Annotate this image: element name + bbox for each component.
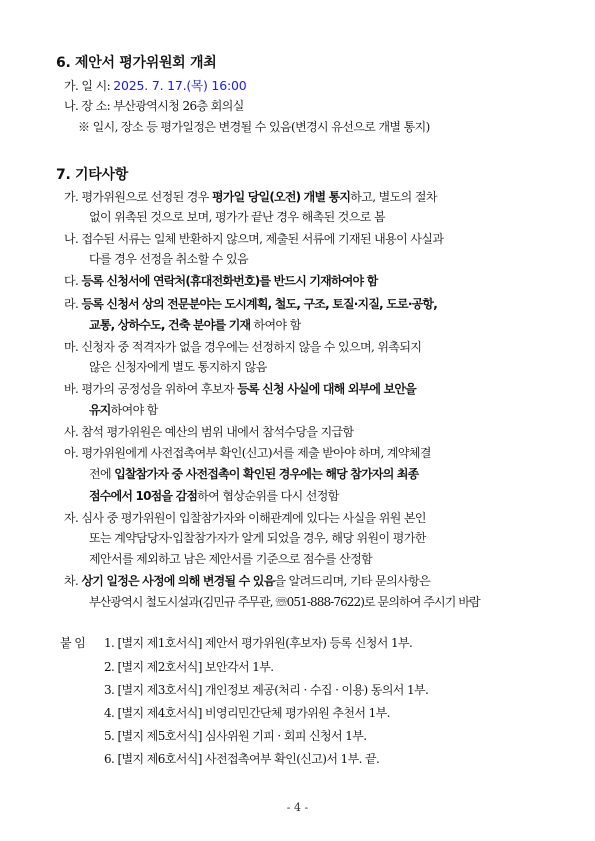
item-ga-line-2: 없이 위촉된 것으로 보며, 평가가 끝난 경우 해촉된 것으로 봄: [89, 210, 385, 224]
attachment-item: 6. [별지 제6호서식] 사전접촉여부 확인(신고)서 1부. 끝.: [104, 752, 380, 766]
meeting-date-row: [64, 78, 246, 94]
item-a-text-end: 하여 협상순위를 다시 선정함: [197, 489, 339, 503]
item-ma-marker: 마.: [64, 340, 79, 354]
item-ja-line-2: 또는 계약담당자·입찰참가자가 알게 되었을 경우, 해당 위원이 평가한: [89, 531, 426, 545]
item-a-line-3: [89, 488, 339, 504]
item-cha-text: 을 알려드리며, 기타 문의사항은: [274, 574, 431, 588]
item-ga-text-end: 하고, 별도의 절차: [350, 190, 437, 204]
attachment-item: 5. [별지 제5호서식] 심사위원 기피 · 회피 신청서 1부.: [104, 729, 367, 743]
item-ma-line-1: [64, 339, 421, 355]
item-sa-marker: 사.: [64, 425, 79, 439]
item-ga-text: 평가위원으로 선정된 경우: [81, 190, 212, 204]
attachment-item: 3. [별지 제3호서식] 개인정보 제공(처리 · 수집 · 이용) 동의서 1부.: [104, 683, 429, 697]
item-da-emphasis: 등록 신청서에 연락처(휴대전화번호)를 반드시 기재하여야 함: [81, 274, 378, 288]
item-na-line-1: [64, 231, 443, 247]
item-ga-marker: 가.: [64, 190, 79, 204]
item-ba-emphasis-2: 유지: [89, 403, 111, 417]
section-7-heading: 7. 기타사항: [56, 167, 128, 183]
item-sa-line-1: [64, 424, 354, 440]
item-ja-line-3: 제안서를 제외하고 남은 제안서를 기준으로 점수를 산정함: [89, 552, 373, 566]
attachments-label: 붙 임: [60, 636, 86, 650]
item-ra-line-1: [64, 296, 437, 312]
item-ga-emphasis: 평가일 당일(오전) 개별 통지: [212, 190, 351, 204]
item-cha-line-1: [64, 573, 430, 589]
item-cha-emphasis: 상기 일정은 사정에 의해 변경될 수 있음: [81, 574, 275, 588]
date-label: 가. 일 시:: [64, 79, 111, 93]
attachment-item: 1. [별지 제1호서식] 제안서 평가위원(후보자) 등록 신청서 1부.: [104, 636, 413, 650]
item-a-text-2: 전에: [89, 467, 115, 481]
schedule-note: ※ 일시, 장소 등 평가일정은 변경될 수 있음(변경시 유선으로 개별 통지): [78, 120, 430, 134]
item-da-marker: 다.: [64, 274, 79, 288]
item-cha-marker: 차.: [64, 574, 79, 588]
item-ra-emphasis-2: 교통, 상하수도, 건축 분야를 기재: [89, 318, 251, 332]
item-ba-emphasis: 등록 신청 사실에 대해 외부에 보안을: [237, 382, 416, 396]
place-value: 부산광역시청 26층 회의실: [113, 99, 244, 113]
item-ba-text-end: 하여야 함: [110, 403, 158, 417]
item-a-text: 평가위원에게 사전접촉여부 확인(신고)서를 제출 받아야 하며, 계약체결: [81, 446, 431, 460]
item-ma-line-2: 않은 신청자에게 별도 통지하지 않음: [89, 360, 267, 374]
item-ja-line-1: [64, 510, 426, 526]
item-da-line-1: [64, 273, 378, 289]
item-na-text: 접수된 서류는 일체 반환하지 않으며, 제출된 서류에 기재된 내용이 사실과: [81, 232, 444, 246]
item-na-line-2: 다를 경우 선정을 취소할 수 있음: [89, 252, 248, 266]
item-ba-line-1: [64, 381, 416, 397]
place-label: 나. 장 소:: [64, 99, 111, 113]
page-number: - 4 -: [286, 801, 309, 814]
date-value: 2025. 7. 17.(목) 16:00: [113, 78, 247, 93]
item-cha-line-2: 부산광역시 철도시설과(김민규 주무관, ☏051-888-7622)로 문의하여 주시기 바람: [89, 595, 480, 609]
meeting-place-row: [64, 98, 244, 114]
item-ma-text: 신청자 중 적격자가 없을 경우에는 선정하지 않을 수 있으며, 위촉되지: [81, 340, 422, 354]
item-ga-line-1: [64, 189, 437, 205]
item-ba-marker: 바.: [64, 382, 79, 396]
item-a-emphasis: 입찰참가자 중 사전접촉이 확인된 경우에는 해당 참가자의 최종: [114, 467, 419, 481]
attachment-item: 2. [별지 제2호서식] 보안각서 1부.: [104, 660, 274, 674]
item-ba-line-2: [89, 402, 158, 418]
item-ra-marker: 라.: [64, 297, 79, 311]
item-a-line-1: [64, 445, 431, 461]
item-ja-marker: 자.: [64, 511, 79, 525]
item-ra-emphasis: 등록 신청서 상의 전문분야는 도시계획, 철도, 구조, 토질·지질, 도로·공항,: [81, 297, 437, 311]
item-sa-text: 참석 평가위원은 예산의 범위 내에서 참석수당을 지급함: [81, 425, 354, 439]
item-a-marker: 아.: [64, 446, 79, 460]
item-na-marker: 나.: [64, 232, 79, 246]
item-a-emphasis-2: 점수에서 10점을 감점: [89, 489, 198, 503]
item-a-line-2: [89, 466, 418, 482]
item-ra-line-2: [89, 317, 301, 333]
item-ba-text: 평가의 공정성을 위하여 후보자: [81, 382, 238, 396]
item-ra-text-end: 하여야 함: [250, 318, 301, 332]
item-ja-text: 심사 중 평가위원이 입찰참가자와 이해관계에 있다는 사실을 위원 본인: [81, 511, 426, 525]
section-6-heading: 6. 제안서 평가위원회 개최: [56, 55, 217, 71]
attachment-item: 4. [별지 제4호서식] 비영리민간단체 평가위원 추천서 1부.: [104, 706, 390, 720]
